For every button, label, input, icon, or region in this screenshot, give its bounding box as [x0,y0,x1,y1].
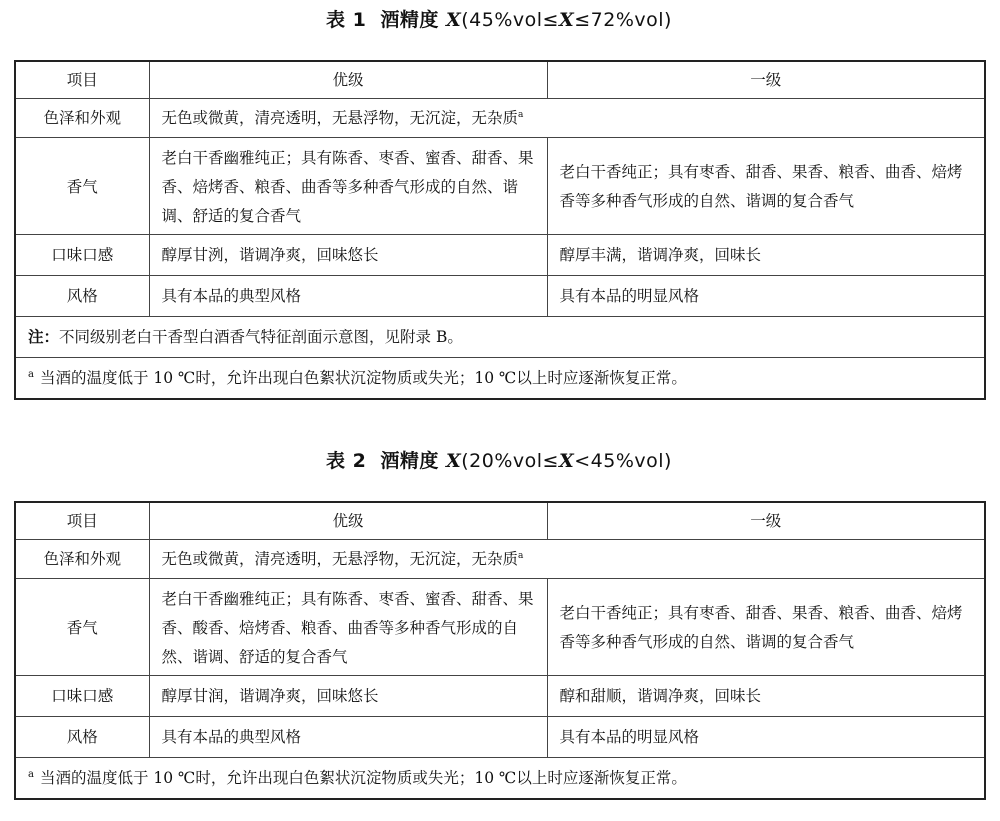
cell-text: 无色或微黄，清亮透明，无悬浮物，无沉淀，无杂质 [161,550,519,568]
table-footnote [15,758,985,800]
table-row [15,579,985,676]
table-row [15,99,985,138]
row-item: 香气 [15,138,149,235]
row-first-value: 醇和甜顺，谐调净爽，回味长 [547,676,985,717]
table-footnote [15,358,985,400]
table1-caption [14,0,984,60]
row-merged-value [149,99,985,138]
header-item: 项目 [15,502,149,540]
row-first-value: 醇厚丰满，谐调净爽，回味长 [547,235,985,276]
footnote-mark: a [28,368,34,380]
table1-caption-var-2: X [558,9,575,31]
row-item: 口味口感 [15,235,149,276]
table-footnote-row [15,358,985,400]
table-row [15,717,985,758]
header-premium: 优级 [149,61,547,99]
table2 [14,501,986,800]
header-first: 一级 [547,61,985,99]
footnote-text: 当酒的温度低于 10 ℃时，允许出现白色絮状沉淀物质或失光；10 ℃以上时应逐渐恢复正常。 [39,369,687,387]
table-header-row [15,502,985,540]
table-row [15,138,985,235]
row-premium-value: 老白干香幽雅纯正；具有陈香、枣香、蜜香、甜香、果香、焙烤香、粮香、曲香等多种香气形成的自然、谐调、舒适的复合香气 [149,138,547,235]
row-premium-value: 醇厚甘润，谐调净爽，回味悠长 [149,676,547,717]
header-premium: 优级 [149,502,547,540]
row-item: 风格 [15,276,149,317]
table2-caption-range-b: <45%vol) [574,450,672,472]
footnote-ref: a [518,109,524,120]
table1 [14,60,986,400]
footnote-text: 当酒的温度低于 10 ℃时，允许出现白色絮状沉淀物质或失光；10 ℃以上时应逐渐恢复正常。 [39,769,687,787]
table-note-row [15,317,985,358]
table2-block [14,441,984,800]
table1-block [14,0,984,400]
table2-caption-var-1: X [446,450,462,472]
table-footnote-row [15,758,985,800]
table1-caption-title: 酒精度 [380,9,439,31]
table1-caption-prefix: 表 1 [326,9,367,31]
table2-caption-var-2: X [558,450,575,472]
table1-caption-var-1: X [446,9,462,31]
footnote-ref: a [518,550,524,561]
note-text: 不同级别老白干香型白酒香气特征剖面示意图，见附录 B。 [59,328,463,346]
table1-caption-range-a: (45%vol≤ [461,9,559,31]
table1-caption-range-b: ≤72%vol) [574,9,672,31]
table-row [15,235,985,276]
table2-caption-prefix: 表 2 [326,450,367,472]
row-first-value: 老白干香纯正；具有枣香、甜香、果香、粮香、曲香、焙烤香等多种香气形成的自然、谐调的复合香气 [547,579,985,676]
row-first-value: 具有本品的明显风格 [547,276,985,317]
table-row [15,276,985,317]
table2-caption [14,441,984,501]
footnote-mark: a [28,768,34,780]
row-first-value: 具有本品的明显风格 [547,717,985,758]
note-label: 注： [28,328,60,346]
row-premium-value: 醇厚甘洌，谐调净爽，回味悠长 [149,235,547,276]
row-item: 香气 [15,579,149,676]
table-header-row [15,61,985,99]
row-merged-value [149,540,985,579]
row-item: 色泽和外观 [15,540,149,579]
table-row [15,540,985,579]
row-premium-value: 具有本品的典型风格 [149,717,547,758]
row-first-value: 老白干香纯正；具有枣香、甜香、果香、粮香、曲香、焙烤香等多种香气形成的自然、谐调的复合香气 [547,138,985,235]
row-item: 风格 [15,717,149,758]
row-premium-value: 老白干香幽雅纯正；具有陈香、枣香、蜜香、甜香、果香、酸香、焙烤香、粮香、曲香等多种香气形成的自然、谐调、舒适的复合香气 [149,579,547,676]
cell-text: 无色或微黄，清亮透明，无悬浮物，无沉淀，无杂质 [161,109,519,127]
table2-caption-range-a: (20%vol≤ [461,450,559,472]
table-row [15,676,985,717]
row-item: 色泽和外观 [15,99,149,138]
table-note [15,317,985,358]
header-item: 项目 [15,61,149,99]
table2-caption-title: 酒精度 [380,450,439,472]
row-premium-value: 具有本品的典型风格 [149,276,547,317]
row-item: 口味口感 [15,676,149,717]
header-first: 一级 [547,502,985,540]
